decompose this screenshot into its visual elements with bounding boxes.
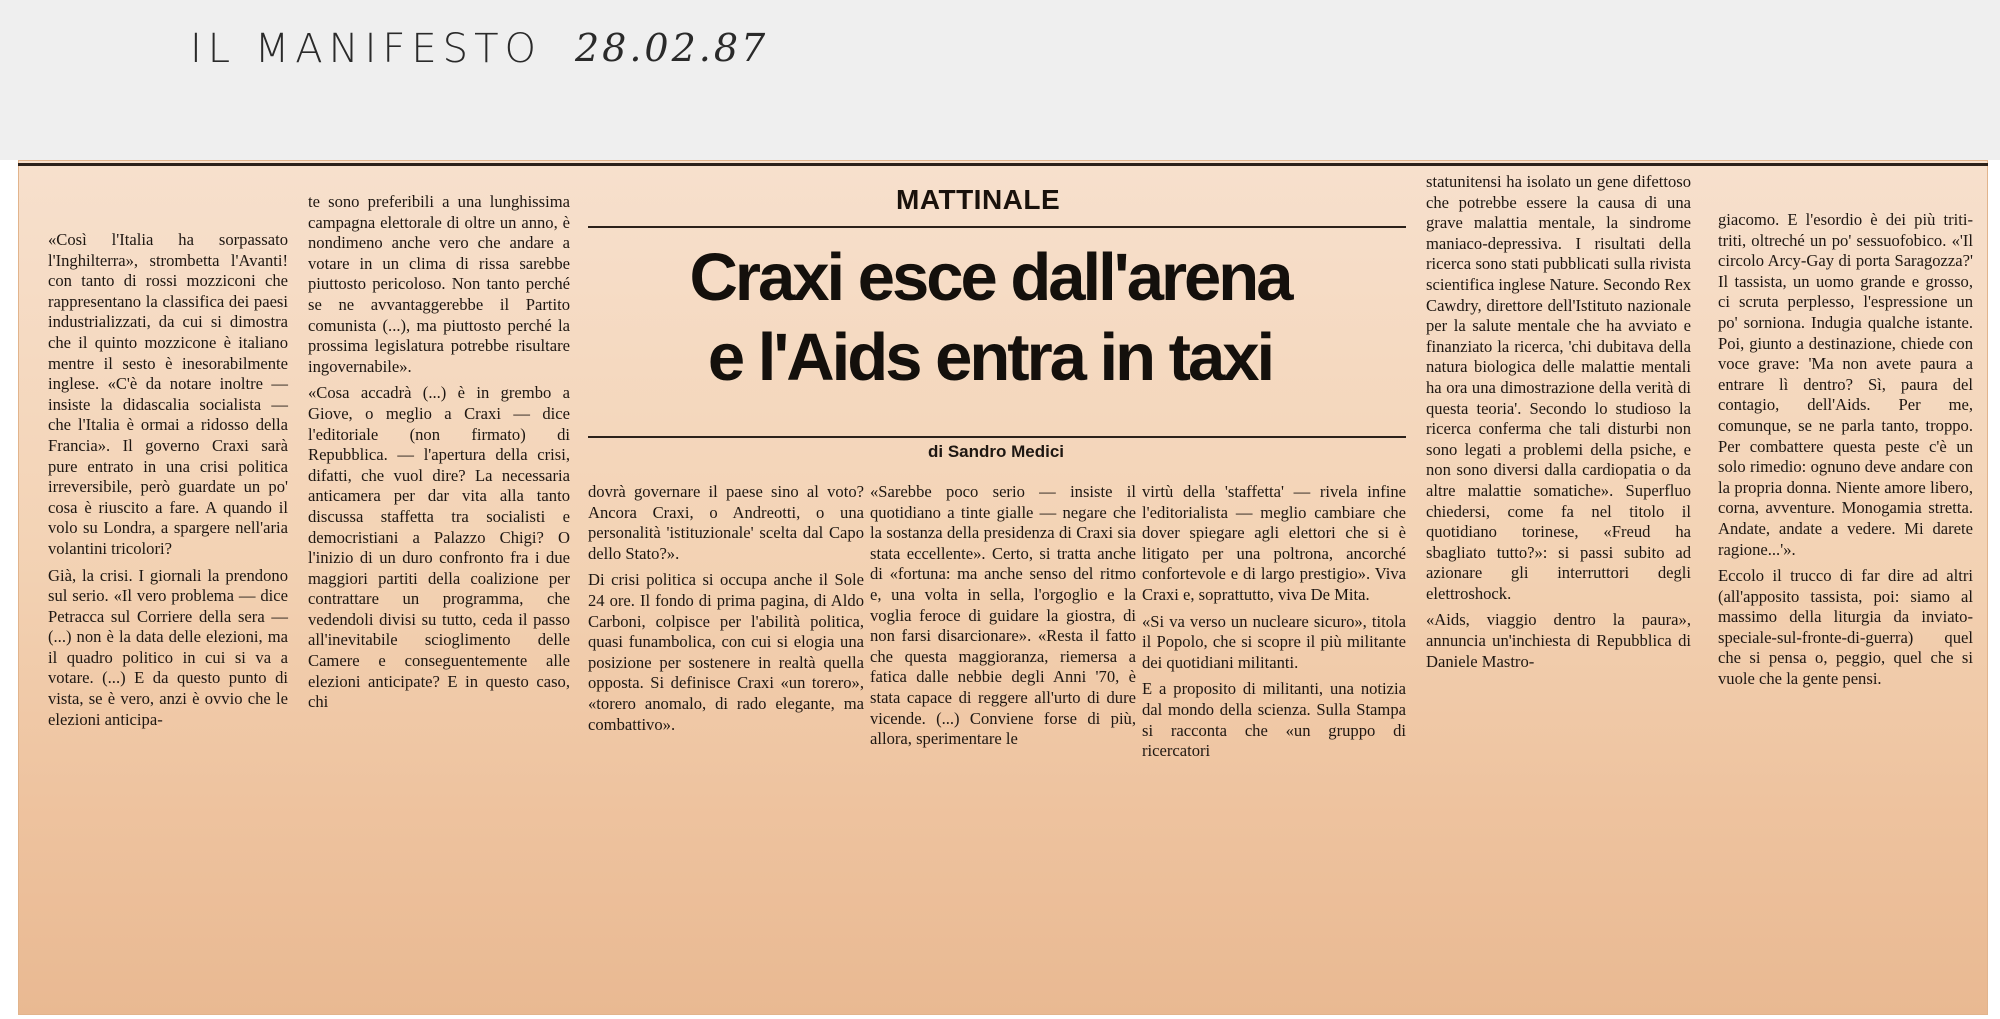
paragraph: giacomo. E l'esordio è dei più triti-triti, oltreché un po' sessuofobico. «'Il circolo Arcy-Gay di porta Saragozza?' Il tassista, un uomo grande e grosso, ci scruta perplesso, l'espressione un po' sorniona. Indugia qualche istante. Poi, giunto a destinazione, chiede con voce grave: 'Ma non avete paura a entrare lì dentro? Sì, paura del contagio, dell'Aids. Per me, comunque, se ne parla tanto, troppo. Per combattere questa peste c'è un solo rimedio: ognuno deve andare con la propria donna. Niente amore libero, corna, avventure. Monogamia stretta. Andate, andate a vedere. Mi darete ragione...'». <box>1718 210 1973 559</box>
paragraph: Di crisi politica si occupa anche il Sole 24 ore. Il fondo di prima pagina, di Aldo Carboni, colpisce per l'abilità politica, quasi funambolica, con cui si elogia una posizione per sostenere in realtà quella opposta. Si definisce Craxi «un torero», «torero anomalo, di rado elegante, ma combattivo». <box>588 570 864 734</box>
paragraph: E a proposito di militanti, una notizia dal mondo della scienza. Sulla Stampa si racconta che «un gruppo di ricercatori <box>1142 679 1406 761</box>
paragraph: Eccolo il trucco di far dire ad altri (all'apposito tassista, poi: siamo al massimo della liturgia da inviato-speciale-sul-fronte-di-guerra) quel che si pensa o, peggio, quel che si vuole che la gente pensi. <box>1718 566 1973 689</box>
article-byline: di Sandro Medici <box>928 442 1065 461</box>
paragraph: «Si va verso un nucleare sicuro», titola il Popolo, che si scopre il più militante dei quotidiani militanti. <box>1142 611 1406 672</box>
paragraph: dovrà governare il paese sino al voto? Ancora Craxi, o Andreotti, o una personalità 'istituzionale' scelta dal Capo dello Stato?». <box>588 482 864 563</box>
column-3 <box>588 482 864 741</box>
column-5 <box>1142 482 1406 768</box>
newspaper-clipping <box>18 160 1988 1015</box>
column-2 <box>308 192 570 719</box>
headline-line-2: e l'Aids entra in taxi <box>707 320 1273 395</box>
rubric-rule <box>588 226 1406 228</box>
column-7 <box>1718 210 1973 696</box>
handwritten-date: 28.02.87 <box>575 26 769 70</box>
paragraph: statunitensi ha isolato un gene difettoso che potrebbe essere la causa di una grave malattia mentale, la sindrome maniaco-depressiva. I risultati della ricerca sono stati pubblicati sulla rivista scientifica inglese Nature. Secondo Rex Cawdry, direttore dell'Istituto nazionale per la salute mentale che ha avviato e finanziato la ricerca, 'chi dubitava della natura biologica delle malattie mentali ha ora una dimostrazione della verità di questa teoria'. Secondo lo studioso la ricerca conferma che tali disturbi non sono legati a problemi della psiche, e non sono diversi dalla cardiopatia o da altre malattie somatiche». Superfluo chiedersi, come fa nel titolo il quotidiano torinese, «Freud ha sbagliato tutto?»: si passi subito ad azionare gli interruttori degli elettroshock. <box>1426 172 1691 603</box>
rubric-label: MATTINALE <box>896 184 1061 215</box>
paragraph: Già, la crisi. I giornali la prendono sul serio. «Il vero problema — dice Petracca sul Corriere della sera — (...) non è la data delle elezioni, ma il quadro politico in cui si va a votare. (...) E da questo punto di vista, se è vero, anzi è ovvio che le elezioni anticipa- <box>48 565 288 729</box>
column-4 <box>870 482 1136 756</box>
paragraph: «Aids, viaggio dentro la paura», annuncia un'inchiesta di Repubblica di Daniele Mastro- <box>1426 610 1691 671</box>
byline-rule <box>588 436 1406 438</box>
scan-header-strip <box>0 0 2000 160</box>
paragraph: te sono preferibili a una lunghissima campagna elettorale di oltre un anno, è nondimeno anche vero che andare a votare in un clima di rissa sarebbe piuttosto pericoloso. Non tanto perché se ne avvantaggerebbe il Partito comunista (...), ma piuttosto perché la prossima legislatura potrebbe risultare ingovernabile». <box>308 192 570 376</box>
column-1 <box>48 230 288 736</box>
handwritten-publication: IL MANIFESTO <box>190 26 542 72</box>
clipping-top-rule <box>18 163 1988 166</box>
paragraph: virtù della 'staffetta' — rivela infine l'editorialista — meglio cambiare che dover spiegare agli elettori che si è litigato per una poltrona, ancorché confortevole e di largo prestigio». Viva Craxi e, soprattutto, viva De Mita. <box>1142 482 1406 604</box>
column-6 <box>1426 172 1691 678</box>
paragraph: «Così l'Italia ha sorpassato l'Inghilterra», strombetta l'Avanti! con tanto di rossi mozziconi che rappresentano la classifica dei paesi industrializzati, da cui si dimostra che il quinto mozzicone è italiano mentre il sesto è inesorabilmente inglese. «C'è da notare inoltre — insiste la didascalia socialista — che l'Italia è ormai a ridosso della Francia». Il governo Craxi sarà pure entrato in una crisi politica irreversibile, però guardate un po' cosa è riuscito a fare. A quando il volo su Londra, a spargere nell'aria volantini tricolori? <box>48 230 288 558</box>
headline-line-1: Craxi esce dall'arena <box>689 240 1291 315</box>
article-headline <box>610 238 1370 398</box>
paragraph: «Cosa accadrà (...) è in grembo a Giove, o meglio a Craxi — dice l'editoriale (non firmato) di Repubblica. — l'apertura della crisi, difatti, che vuol dire? La necessaria anticamera per dar vita alla tanto discussa staffetta tra socialisti e democristiani a Palazzo Chigi? O l'inizio di un duro confronto fra i due maggiori partiti della coalizione per contrattare un programma, che vedendoli divisi su tutto, ceda il passo all'inevitabile scioglimento delle Camere e conseguentemente alle elezioni anticipate? E in questo caso, chi <box>308 383 570 712</box>
paragraph: «Sarebbe poco serio — insiste il quotidiano a tinte gialle — negare che la sostanza della presidenza di Craxi sia stata eccellente». Certo, si tratta anche di «fortuna: ma anche senso del ritmo e, una volta in sella, l'orgoglio e la voglia feroce di guidare la giostra, di non farsi disarcionare». «Resta il fatto che questa maggioranza, riemersa a fatica dalle nebbie degli Anni '70, è stata capace di reggere all'urto di dure vicende. (...) Conviene forse di più, allora, sperimentare le <box>870 482 1136 749</box>
